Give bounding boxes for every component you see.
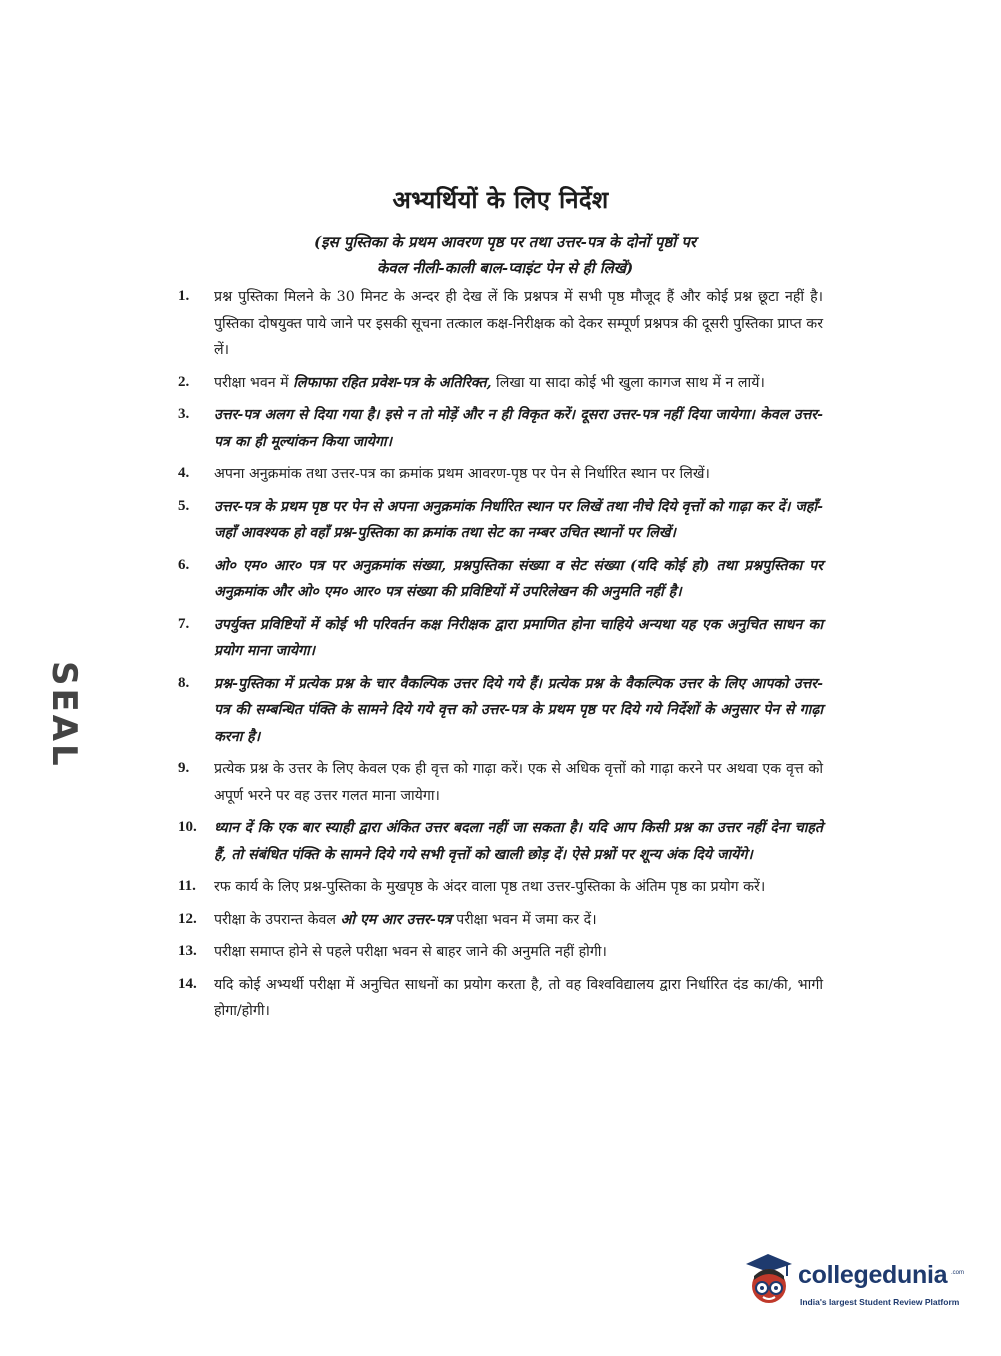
instruction-number: 4. xyxy=(178,465,190,481)
student-mascot-icon xyxy=(742,1250,796,1312)
instruction-text-segment: परीक्षा समाप्त होने से पहले परीक्षा भवन से बाहर जाने की अनुमति नहीं होगी। xyxy=(214,944,607,960)
instruction-number: 12. xyxy=(178,910,197,927)
instruction-item xyxy=(178,815,823,868)
instruction-item xyxy=(178,907,823,934)
instruction-text xyxy=(214,461,823,488)
instruction-text-segment: लिखा या सादा कोई भी खुला कागज साथ में न लायें। xyxy=(491,374,765,391)
instruction-text xyxy=(214,553,823,606)
instruction-text xyxy=(214,874,823,901)
instruction-text-segment: रफ कार्य के लिए प्रश्न-पुस्तिका के मुखपृष्ठ के अंदर वाला पृष्ठ तथा उत्तर-पुस्तिका के अंतिम पृष्ठ का प्रयोग करें। xyxy=(214,879,766,895)
instruction-text-segment: यदि कोई अभ्यर्थी परीक्षा में अनुचित साधनों का प्रयोग करता है, तो वह विश्वविद्यालय द्वारा निर्धारित दंड का/की, भागी होगा/होगी। xyxy=(214,976,823,1019)
instruction-text-emphasis: उपर्युक्त प्रविष्टियों में कोई भी परिवर्तन कक्ष निरीक्षक द्वारा प्रमाणित होना चाहिये अन्यथा यह एक अनुचित साधन का प्रयोग माना जायेगा। xyxy=(214,616,823,659)
instruction-item xyxy=(178,494,823,547)
instruction-text-segment: अपना अनुक्रमांक तथा उत्तर-पत्र का क्रमांक प्रथम आवरण-पृष्ठ पर पेन से निर्धारित स्थान पर लिखें। xyxy=(214,466,710,482)
instruction-text xyxy=(214,284,823,364)
instruction-text xyxy=(214,370,823,397)
instruction-number: 3. xyxy=(178,406,190,422)
instruction-number: 14. xyxy=(178,975,197,992)
instruction-item xyxy=(178,370,823,397)
instruction-item xyxy=(178,612,823,665)
instruction-number: 1. xyxy=(178,288,190,304)
instruction-number: 5. xyxy=(178,497,190,514)
instruction-text-emphasis: ओ एम आर उत्तर-पत्र xyxy=(340,911,452,928)
brand-tagline: India's largest Student Review Platform xyxy=(800,1297,960,1307)
instruction-number: 8. xyxy=(178,674,190,691)
instruction-number: 2. xyxy=(178,373,190,390)
instruction-item xyxy=(178,671,823,751)
instruction-number: 7. xyxy=(178,615,190,632)
instruction-item xyxy=(178,553,823,606)
instruction-text xyxy=(214,907,823,934)
subtitle-line-1: (इस पुस्तिका के प्रथम आवरण पृष्ठ पर तथा उत्तर-पत्र के दोनों पृष्ठों पर xyxy=(314,233,696,251)
instruction-number: 6. xyxy=(178,556,190,573)
instruction-number: 10. xyxy=(178,819,197,835)
instruction-text-emphasis: लिफाफा रहित प्रवेश-पत्र के अतिरिक्त, xyxy=(293,374,492,391)
instruction-text-emphasis: उत्तर-पत्र के प्रथम पृष्ठ पर पेन से अपना अनुक्रमांक निर्धारित स्थान पर लिखें तथा नीचे दिये वृत्तों को गाढ़ा कर दें। जहाँ-जहाँ आवश्यक हो वहाँ प्रश्न-पुस्तिका का क्रमांक तथा सेट का नम्बर उचित स्थानों पर लिखें। xyxy=(214,498,823,541)
instruction-text-emphasis: उत्तर-पत्र अलग से दिया गया है। इसे न तो मोड़ें और न ही विकृत करें। दूसरा उत्तर-पत्र नहीं दिया जायेगा। केवल उत्तर-पत्र का ही मूल्यांकन किया जायेगा। xyxy=(214,407,823,450)
page-title: अभ्यर्थियों के लिए निर्देश xyxy=(392,185,609,214)
instruction-item xyxy=(178,402,823,455)
instruction-text-segment: परीक्षा भवन में जमा कर दें। xyxy=(451,911,597,928)
instruction-item xyxy=(178,756,823,809)
instruction-text xyxy=(214,756,823,809)
instruction-number: 13. xyxy=(178,943,197,959)
instruction-number: 11. xyxy=(178,878,196,894)
instruction-text xyxy=(214,671,823,751)
instruction-text xyxy=(214,939,823,966)
instruction-text-emphasis: ध्यान दें कि एक बार स्याही द्वारा अंकित उत्तर बदला नहीं जा सकता है। यदि आप किसी प्रश्न का उत्तर नहीं देना चाहते हैं, तो संबंधित पंक्ति के सामने दिये गये सभी वृत्तों को खाली छोड़ दें। ऐसे प्रश्नों पर शून्य अंक दिये जायेंगे। xyxy=(214,820,823,863)
instruction-item xyxy=(178,972,823,1025)
instruction-item xyxy=(178,939,823,966)
subtitle-line-2: केवल नीली-काली बाल-प्वाइंट पेन से ही लिखें) xyxy=(376,259,634,277)
instruction-item xyxy=(178,461,823,488)
instruction-text-emphasis: प्रश्न-पुस्तिका में प्रत्येक प्रश्न के चार वैकल्पिक उत्तर दिये गये हैं। प्रत्येक प्रश्न के वैकल्पिक उत्तर के लिए आपको उत्तर-पत्र की सम्बन्धित पंक्ति के सामने दिये गये वृत्त को उत्तर-पत्र के प्रथम पृष्ठ पर दिये गये निर्देशों के अनुसार पेन से गाढ़ा करना है। xyxy=(214,675,823,745)
brand-watermark xyxy=(742,1250,972,1320)
instruction-text-emphasis: ओ० एम० आर० पत्र पर अनुक्रमांक संख्या, प्रश्नपुस्तिका संख्या व सेट संख्या (यदि कोई हो) तथा प्रश्नपुस्तिका पर अनुक्रमांक और ओ० एम० आर० पत्र संख्या की प्रविष्टियों में उपरिलेखन की अनुमति नहीं है। xyxy=(214,557,823,600)
instruction-text xyxy=(214,612,823,665)
seal-stamp: SEAL xyxy=(44,661,84,769)
instruction-text-segment: परीक्षा के उपरान्त केवल xyxy=(214,911,341,928)
instruction-text-segment: परीक्षा भवन में xyxy=(214,374,294,391)
instruction-text xyxy=(214,402,823,455)
instruction-item xyxy=(178,284,823,364)
instruction-text-segment: प्रश्न पुस्तिका मिलने के 30 मिनट के अन्दर ही देख लें कि प्रश्नपत्र में सभी पृष्ठ मौजूद हैं और कोई प्रश्न छूटा नहीं है। पुस्तिका दोषयुक्त पाये जाने पर इसकी सूचना तत्काल कक्ष-निरीक्षक को देकर सम्पूर्ण प्रश्नपत्र की दूसरी पुस्तिका प्राप्त कर लें। xyxy=(214,289,823,358)
instruction-list xyxy=(178,284,823,1031)
instruction-text-segment: प्रत्येक प्रश्न के उत्तर के लिए केवल एक ही वृत्त को गाढ़ा करें। एक से अधिक वृत्तों को गाढ़ा करने पर अथवा एक वृत्त को अपूर्ण भरने पर वह उत्तर गलत माना जायेगा। xyxy=(214,761,823,804)
instruction-item xyxy=(178,874,823,901)
instruction-text xyxy=(214,972,823,1025)
brand-name: collegedunia xyxy=(798,1261,948,1289)
instruction-number: 9. xyxy=(178,760,190,776)
instruction-text xyxy=(214,494,823,547)
instruction-text xyxy=(214,815,823,868)
brand-domain: .com xyxy=(951,1270,965,1276)
